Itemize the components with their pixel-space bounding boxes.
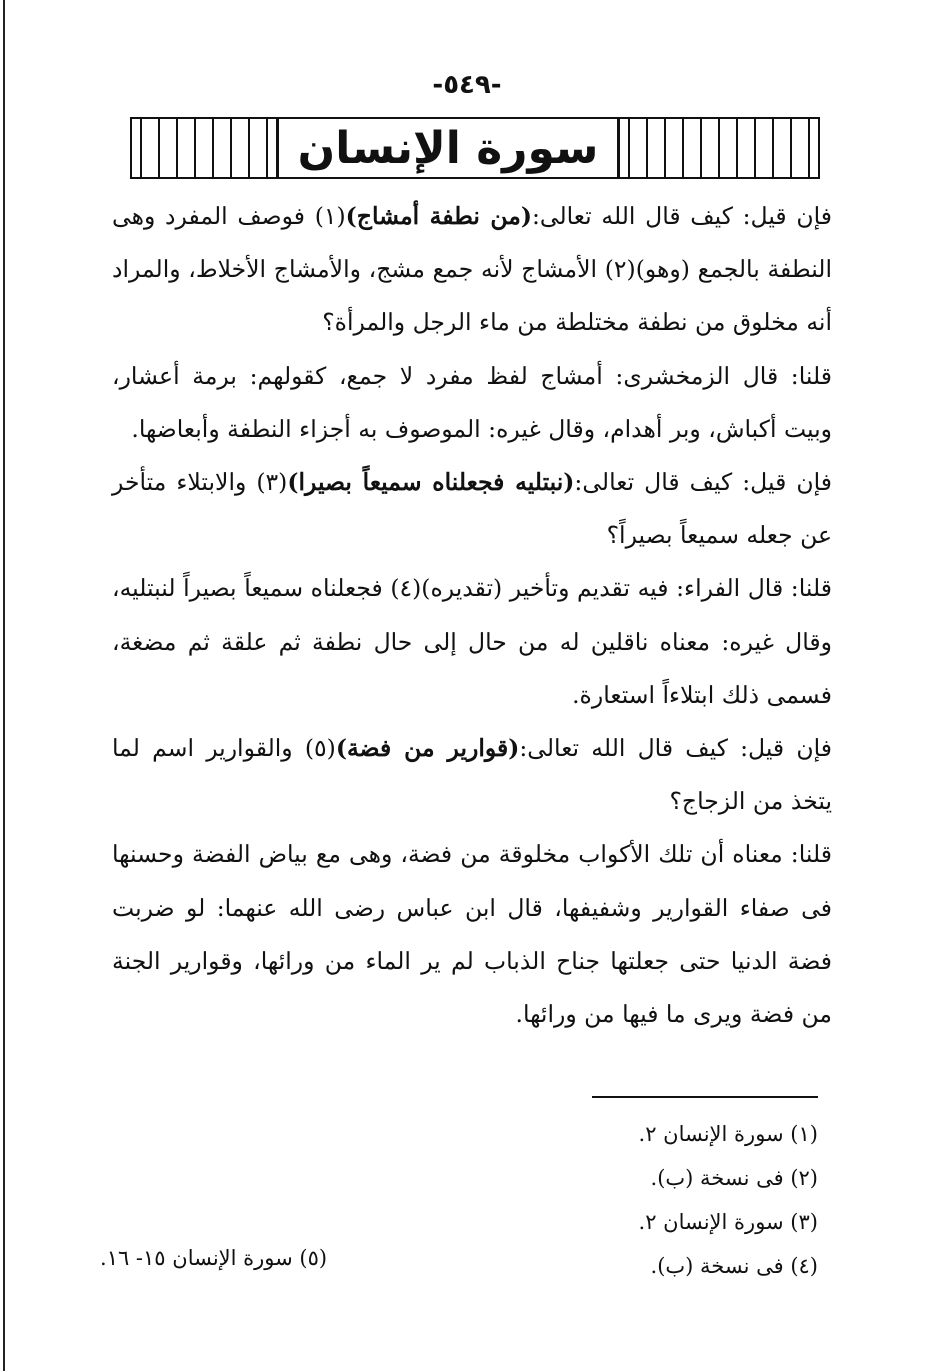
paragraph-question-2: فإن قيل: كيف قال تعالى:(نبتليه فجعلناه سميعاً بصيرا)(٣) والابتلاء متأخر عن جعله سميعاً بصيراً؟ (112, 468, 832, 550)
paragraph-answer-3: قلنا: معناه أن تلك الأكواب مخلوقة من فضة، وهى مع بياض الفضة وحسنها فى صفاء القوارير وشفيفها، قال ابن عباس رضى الله عنهما: لو ضربت فضة الدنيا حتى جعلتها جناح الذباب لم ير الماء من ورائها، وقوارير الجنة من فضة ويرى ما فيها من ورائها. (112, 840, 832, 1029)
footnote-4: (٤) فى نسخة (ب). (650, 1254, 818, 1278)
page-number: -٥٤٩- (432, 70, 502, 100)
footnote-5: (٥) سورة الإنسان ١٥- ١٦. (100, 1246, 328, 1270)
banner-right-ornament (620, 119, 818, 177)
footnote-3: (٣) سورة الإنسان ٢. (638, 1210, 818, 1234)
footnote-divider (592, 1096, 818, 1098)
page-edge-rule (3, 0, 5, 1371)
surah-title: سورة الإنسان (276, 119, 620, 177)
quran-quote: (قوارير من فضة) (335, 734, 520, 763)
paragraph-answer-1: قلنا: قال الزمخشرى: أمشاج لفظ مفرد لا جمع، كقولهم: برمة أعشار، وبيت أكباش، وبر أهدام، وقال غيره: الموصوف به أجزاء النطفة وأبعاضها. (112, 361, 832, 443)
banner-left-ornament (132, 119, 276, 177)
paragraph-question-3: فإن قيل: كيف قال الله تعالى:(قوارير من فضة)(٥) والقوارير اسم لما يتخذ من الزجاج؟ (112, 734, 833, 816)
footnote-1: (١) سورة الإنسان ٢. (638, 1122, 818, 1146)
footnotes-list (558, 1112, 818, 1288)
quran-quote: (من نطفة أمشاج) (345, 202, 532, 230)
paragraph-answer-2: قلنا: قال الفراء: فيه تقديم وتأخير (تقديره)(٤) فجعلناه سميعاً بصيراً لنبتليه، وقال غيره: معناه ناقلين له من حال إلى حال نطفة ثم علقة ثم مضغة، فسمى ذلك ابتلاءاً استعارة. (112, 574, 832, 709)
body-text (112, 190, 832, 1041)
footnote-2: (٢) فى نسخة (ب). (650, 1166, 818, 1190)
paragraph-question-1: فإن قيل: كيف قال الله تعالى:(من نطفة أمشاج)(١) فوصف المفرد وهى النطفة بالجمع (وهو)(٢) الأمشاج لأنه جمع مشج، والأمشاج الأخلاط، والمراد أنه مخلوق من نطفة مختلطة من ماء الرجل والمرأة؟ (112, 202, 833, 337)
quran-quote: (نبتليه فجعلناه سميعاً بصيرا) (287, 468, 575, 497)
surah-banner (130, 117, 820, 179)
